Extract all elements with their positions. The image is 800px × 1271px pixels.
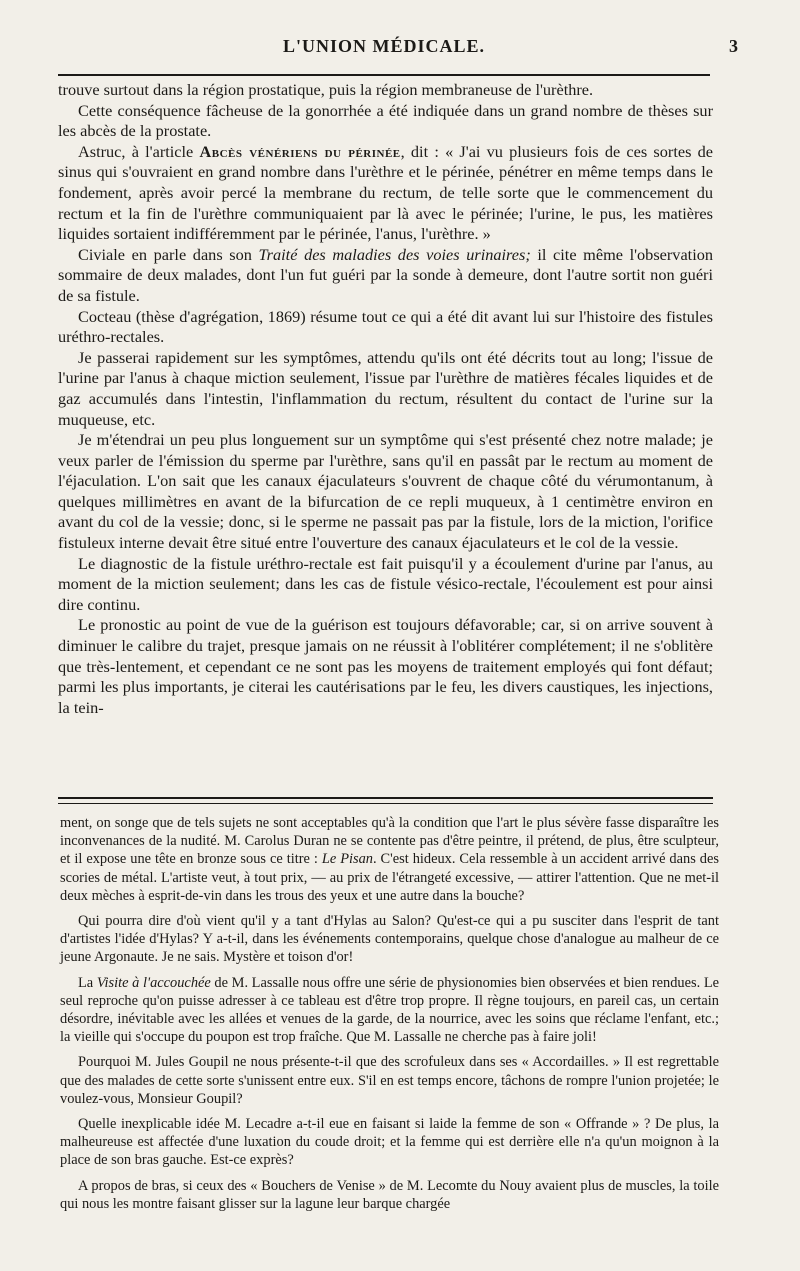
feuilleton-1-lead: ment, on songe que de tels sujets ne sont acceptables qu'à la condition que l'art le plus sévère fasse disparaître les inconvenances de la nudité. M. Carolus Duran ne se contente pas d'être peintre, il prétend, de plus, être sculpteur, et il expose une tête en bronze sous ce titre :	[60, 815, 719, 868]
paragraph-9: Le pronostic au point de vue de la guérison est toujours défavorable; car, si on arrive souvent à diminuer le calibre du trajet, presque jamais on ne réussit à l'oblitérer complétement; il ne s'oblitère que très-lentement, et cependant ce ne sont pas les moyens de traitement employés qui font défaut; parmi les plus importants, je citerai les cautérisations par le feu, les divers caustiques, les injections, la tein-	[58, 615, 713, 717]
paragraph-7: Je m'étendrai un peu plus longuement sur un symptôme qui s'est présenté chez notre malade; je veux parler de l'émission du sperme par l'urèthre, sans qu'il en passât par le rectum au moment de l'éjaculation. L'on sait que les canaux éjaculateurs s'ouvrent de chaque côté du vérumontanum, à quelques millimètres en avant de la bifurcation de ce repli muqueux, à 1 centimètre environ en avant du col de la vessie; donc, si le sperme ne passait pas par la fistule, lors de la miction, l'orifice fistuleux interne devait être situé entre l'ouverture des canaux éjaculateurs et le col de la vessie.	[58, 430, 713, 553]
feuilleton-3-text: de M. Lassalle nous offre une série de physionomies bien observées et bien rendues. Le seul reproche qu'on puisse adresser à ce tableau est d'être trop propre. Il règne toujours, en pareil cas, un certain désordre, inévitable avec les allées et venues de la garde, de la nourrice, avec les soins que réclame l'enfant, etc.; la vieille qui s'occupe du poupon est trop fraîche. Que M. Lassalle ne cherche pas à faire joli!	[60, 974, 720, 1046]
paragraph-4	[58, 245, 713, 307]
page-number: 3	[729, 36, 738, 56]
paragraph-5: Cocteau (thèse d'agrégation, 1869) résume tout ce qui a été dit avant lui sur l'histoire des fistules uréthro-rectales.	[58, 306, 713, 347]
paragraph-1: trouve surtout dans la région prostatique, puis la région membraneuse de l'urèthre.	[58, 80, 594, 99]
feuilleton-paragraph-4: Pourquoi M. Jules Goupil ne nous présente-t-il que des scrofuleux dans ses « Accordailles. » Il est regrettable que des malades de cette sorte s'unissent entre eux. S'il en est temps encore, tâchons de rompre l'union projetée; le voulez-vous, Monsieur Goupil?	[60, 1054, 719, 1107]
feuilleton-rule	[58, 797, 713, 804]
feuilleton-paragraph-2: Qui pourra dire d'où vient qu'il y a tant d'Hylas au Salon? Qu'est-ce qui a pu susciter dans l'esprit de tant d'artistes l'idée d'Hylas? Y a-t-il, dans les événements contemporains, quelque chose d'analogue au malheur de ce jeune Argonaute. Je ne sais. Mystère et toison d'or!	[60, 913, 719, 966]
feuilleton-paragraph-3	[60, 974, 719, 1047]
feuilleton-1-text: . C'est hideux. Cela ressemble à un accident arrivé dans des scories de métal. L'artiste veut, à tout prix, — au prix de l'étrangeté excessive, — attirer l'attention. Que ne met-il deux mèches à esprit-de-vin dans les trous des yeux et une autre dans la bouche?	[60, 851, 719, 904]
feuilleton-paragraph-6: A propos de bras, si ceux des « Bouchers de Venise » de M. Lecomte du Nouy avaient plus de muscles, la toile qui nous les montre faisant glisser sur la lagune leur barque chargée	[60, 1177, 719, 1212]
paragraph-3-lead: Astruc, à l'article	[78, 141, 200, 161]
artwork-title-pisan: Le Pisan	[321, 851, 373, 868]
page-header	[58, 36, 738, 66]
paragraph-4-lead: Civiale en parle dans son	[78, 244, 259, 264]
feuilleton-paragraph-1	[60, 814, 719, 905]
paragraph-6: Je passerai rapidement sur les symptômes, attendu qu'ils ont été décrits tout au long; l'issue de l'urine par l'anus à chaque miction seulement, l'issue par l'urèthre de matières fécales liquides et de gaz accumulés dans l'intestin, l'inflammation du rectum, résultent du contact de l'urine sur la muqueuse, etc.	[58, 347, 713, 429]
feuilleton-paragraph-5: Quelle inexplicable idée M. Lecadre a-t-il eue en faisant si laide la femme de son « Offrande » ? De plus, la malheureuse est affectée d'une luxation du coude droit; et la femme qui est derrière elle n'a qu'un moignon à la place de son bras gauche. Est-ce exprès?	[60, 1116, 719, 1169]
article-title: Abcès vénériens du périnée	[199, 141, 401, 161]
paragraph-2: Cette conséquence fâcheuse de la gonorrhée a été indiquée dans un grand nombre de thèses sur les abcès de la prostate.	[58, 100, 713, 141]
feuilleton-column	[60, 814, 719, 1220]
book-title: Traité des maladies des voies urinaires;	[258, 244, 531, 264]
paragraph-3-text: , dit : « J'ai vu plusieurs fois de ces sortes de sinus qui s'ouvraient en grand nombre dans l'urèthre et le périnée, pénétrer en même temps dans le fondement, après avoir percé la membrane du rectum, de telle sorte que le commencement du rectum et la fin de l'urèthre communiquaient par là avec le périnée; l'urine, le pus, les matières liquides sortaient indifféremment par le périnée, l'anus, l'urèthre. »	[58, 141, 713, 244]
running-title: L'UNION MÉDICALE.	[282, 36, 486, 56]
paragraph-3	[58, 142, 713, 245]
main-article	[58, 80, 713, 718]
header-rule	[58, 74, 710, 76]
feuilleton-3-lead: La	[78, 974, 97, 991]
paragraph-8: Le diagnostic de la fistule uréthro-rectale est fait puisqu'il y a écoulement d'urine par l'anus, au moment de la miction seulement; dans les cas de fistule vésico-rectale, l'écoulement est pour ainsi dire continu.	[58, 553, 713, 614]
paragraph-4-text: il cite même l'observation sommaire de deux malades, dont l'un fut guéri par la sonde à demeure, dont l'autre sortit non guéri de sa fistule.	[58, 244, 713, 305]
artwork-title-visite: Visite à l'accouchée	[96, 974, 211, 991]
